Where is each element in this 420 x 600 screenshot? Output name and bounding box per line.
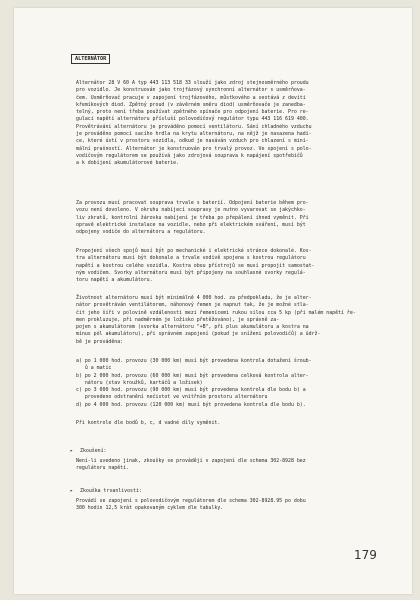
document-page [14,8,412,594]
section-header-box: ALTERNÁTOR [71,54,110,64]
section-durability-title: Zkouška trvanlivosti: [80,488,142,494]
section-testing-body: Není-li uvedeno jinak, zkoušky se provádějí v zapojení dle schema 302-8928 bez regulátoru napětí. [76,458,306,472]
paragraph-lifetime: Životnost alternátoru musí být minimálně 4 000 hod. za předpokladu, že je alter- nátor provětráván ventilátorem, náhonový řemen je napnut tak, že je možné stla- čit jeho šíři v polovině vzdálenosti mezi řemenicemi rukou silou cca 5 kp (při malém napětí ře- men prokluzuje, při nadměrném je ložisko přetěžováno), je správně za- pojen s akumulátorem (svorka alternátoru "+B", při plus akumulátoru a kostra na mínus pól akumulátoru), při správném zapojení (pokud je sníženi polovodičů) a údrž- bě je prováděna: [76,295,356,345]
bullet-arrow-icon: ▸ [70,448,74,454]
paragraph-operation: Za provozu musí pracovat souprava trvale s baterií. Odpojení baterie během pro- vozu není dovoleno. V okruhu nabíjecí soupravy je nutno vyvarovat se jakýchko- liv zkratů, kontrolní žárovku nabíjení je třeba po přepálení ihned vyměnit. Při opravě elektrické instalace na vozidle, nebo při elektrickém sváření, musí být odpojeny vodiče do alternátoru a regulátoru. [76,200,309,236]
bullet-arrow-icon: ▸ [70,488,74,494]
paragraph-connections: Propojení všech spojů musí být po mechanické i elektrické stránce dokonalé. Kos- tra alternátoru musí být dokonale a trvale vodivě spojena s kostrou regulátoru napětí a kostrou celého vozidla. Kostra obou přístrojů se musí propojit samostat- ným vodičem. Svorky alternátoru musí být připojeny na souhlasné svorky regulá- toru napětí a akumulátoru. [76,248,315,284]
section-durability-body: Provádí se zapojení s polovodičovým regulátorem dle schema 302-8928.95 po dobu 300 hodin 12,5 krát opakovaným cyklem dle tabulky. [76,498,306,512]
paragraph-intro: Alternátor 28 V 60 A typ 443 113 518 33 slouží jako zdroj stejnosměrného proudu pro vozidlo. Je konstruován jako trojfázový synchronní alternátor s usměrňova- čem. Usměrňovač pracuje v zapojení trojfázového, můstkového a sestává z devíti křemíkových diod. Zpětný proud (v závěrném směru diod) usměrňovače je zanedba- telný, proto není třeba používat zpětného spínače pro odpojení baterie. Pro re- gulaci napětí alternátoru přísluší polovodičový regulátor typu 443 116 619 400. Provětrávání alternátoru je prováděno pomocí ventilátoru. Sání chladného vzduchu je prováděno pomocí sacího hrdla na krytu alternátoru, na nějž je nasazena hadi- ce, které ústí v prostoru vozidla, odkud je nasáván vzduch pro chlazení s mini- mální prašností. Alternátor je konstruován pro trvalý provoz. Ve spojení s polo- vodičovým regulátorem se používá jako zdrojová souprava k napájení spotřebičů a k dobíjení akumulátorové baterie. [76,80,312,167]
paragraph-inspection: Při kontrole dle bodů b, c, d vadné díly vyměnit. [76,420,221,426]
page-number: 179 [354,548,377,562]
maintenance-list: a) po 1 000 hod. provozu (30 000 km) musí být provedena kontrola dotažení šroub- ů a matic b) po 2 000 hod. provozu (60 000 km) musí být provedena celková kontrola alter- nátoru (stav kroužků, kartáčů a ložisek) c) po 3 000 hod. provozu (90 000 km) musí být provedena kontrola dle bodu b) a provedeno odstranění nečistot ve vnitřním prostoru alternátoru d) po 4 000 hod. provozu (120 000 km) musí být provedena kontrola dle bodu b). [76,358,312,408]
section-testing-title: Zkoušení: [80,448,107,454]
